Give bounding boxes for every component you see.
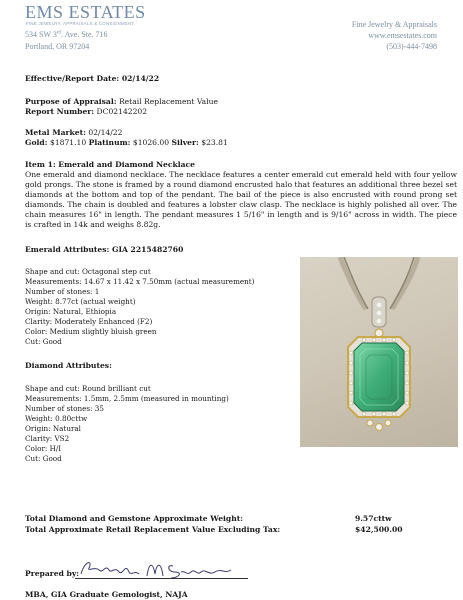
emerald-weight: Weight: 8.77ct (actual weight): [25, 297, 136, 306]
emerald-color: Color: Medium slightly bluish green: [25, 327, 157, 336]
company-logo: EMS ESTATES: [25, 2, 146, 22]
address-line-1: 534 SW 3rd. Ave. Ste. 716: [25, 30, 108, 39]
metal-prices: Gold: $1871.10 Platinum: $1026.00 Silver: $23.81: [25, 138, 228, 147]
emerald-cut: Cut: Good: [25, 337, 62, 346]
necklace-illustration: [300, 257, 458, 447]
item-description: One emerald and diamond necklace. The necklace features a center emerald cut emerald held with four yellow gold prongs. The stone is framed by a round diamond encrusted halo that features an additional three bezel set diamonds at the bottom and top of the pendant. The bail of the piece is also encrusted with round prong set diamonds. The chain is doubled and features a lobster claw clasp. The necklace is highly polished all over. The chain measures 16" in length. The pendant measures 1 5/16" in length and is 9/16" across in width. The piece is crafted in 14k and weighs 8.82g.: [25, 170, 457, 229]
emerald-measurements: Measurements: 14.67 x 11.42 x 7.50mm (actual measurement): [25, 277, 255, 286]
emerald-stone-count: Number of stones: 1: [25, 287, 100, 296]
emerald-heading: Emerald Attributes: GIA 2215482760: [25, 245, 184, 254]
signature-line: [75, 578, 248, 579]
metal-market: Metal Market: 02/14/22: [25, 128, 123, 137]
company-tagline: FINE JEWELRY, APPRAISALS & CONSIGNMENT: [26, 21, 135, 26]
total-value-amount: $42,500.00: [355, 525, 403, 534]
total-weight-label: Total Diamond and Gemstone Approximate Weight:: [25, 514, 244, 523]
diamond-clarity: Clarity: VS2: [25, 434, 70, 443]
item-title: Item 1: Emerald and Diamond Necklace: [25, 160, 195, 169]
address-line-2: Portland, OR 97204: [25, 42, 90, 51]
effective-date: Effective/Report Date: 02/14/22: [25, 74, 160, 83]
purpose-of-appraisal: Purpose of Appraisal: Retail Replacement Value: [25, 97, 218, 106]
header-services: Fine Jewelry & Appraisals: [351, 20, 437, 29]
total-weight-value: 9.57cttw: [355, 514, 392, 523]
header-phone: (503)-444-7498: [386, 42, 437, 51]
prepared-by-label: Prepared by:: [25, 569, 80, 578]
emerald-origin: Origin: Natural, Ethiopia: [25, 307, 117, 316]
diamond-measurements: Measurements: 1.5mm, 2.5mm (measured in mounting): [25, 394, 229, 403]
emerald-shape: Shape and cut: Octagonal step cut: [25, 267, 151, 276]
header-website: www.emsestates.com: [368, 31, 437, 40]
signer-credentials: MBA, GIA Graduate Gemologist, NAJA: [25, 590, 188, 599]
diamond-weight: Weight: 0.80cttw: [25, 414, 88, 423]
diamond-stone-count: Number of stones: 35: [25, 404, 104, 413]
diamond-origin: Origin: Natural: [25, 424, 81, 433]
diamond-shape: Shape and cut: Round brilliant cut: [25, 384, 151, 393]
emerald-clarity: Clarity: Moderately Enhanced (F2): [25, 317, 153, 326]
diamond-color: Color: H/I: [25, 444, 62, 453]
diamond-cut: Cut: Good: [25, 454, 62, 463]
pendant-photo: [300, 257, 458, 447]
total-value-label: Total Approximate Retail Replacement Value Excluding Tax:: [25, 525, 281, 534]
report-number: Report Number: DC02142202: [25, 107, 148, 116]
diamond-heading: Diamond Attributes:: [25, 361, 112, 370]
